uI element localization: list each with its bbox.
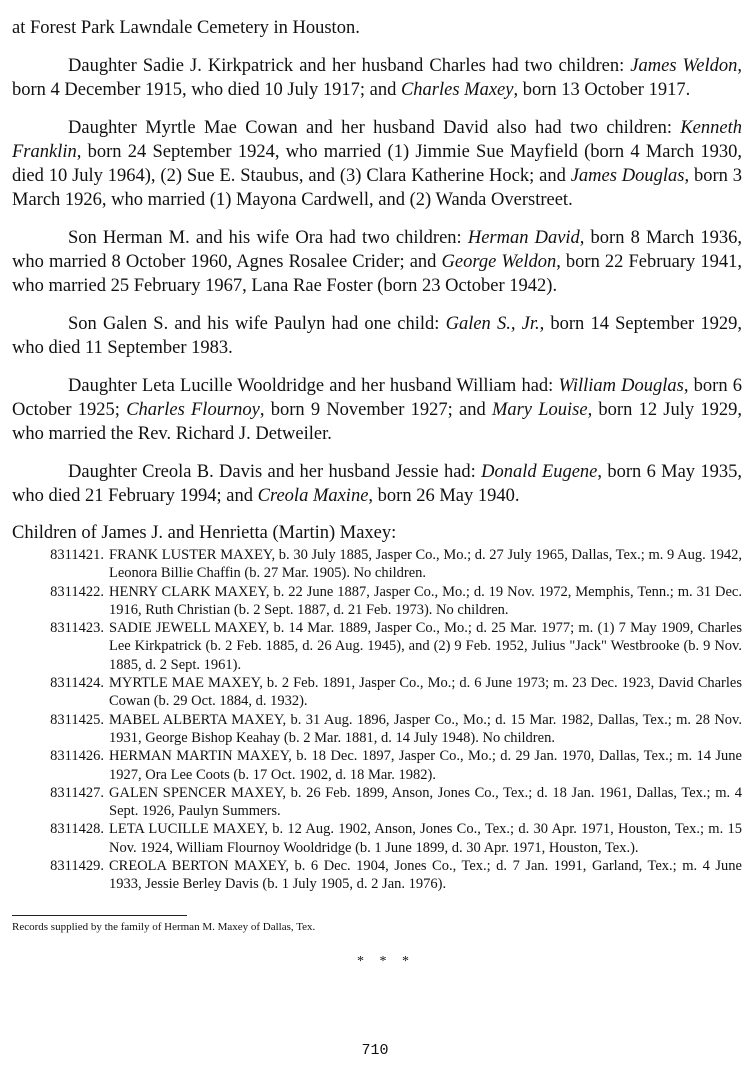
text-run: at Forest Park Lawndale Cemetery in Houston.	[12, 18, 360, 38]
document-page	[12, 16, 742, 970]
paragraph	[12, 54, 742, 102]
text-run: Daughter Leta Lucille Wooldridge and her husband William had:	[68, 376, 559, 396]
italic-name: Creola Maxine	[257, 486, 369, 506]
italic-name: Donald Eugene	[481, 462, 598, 482]
text-run: , born 3 March 1926, who married (1) Mayona Cardwell, and (2) Wanda Overstreet.	[12, 166, 742, 210]
italic-name: Kenneth Franklin	[12, 118, 742, 162]
children-list	[12, 546, 742, 894]
text-run: , born 6 May 1935, who died 21 February 1994; and	[12, 462, 742, 506]
entry-number: 8311429.	[50, 858, 104, 875]
text-run: Daughter Creola B. Davis and her husband Jessie had:	[68, 462, 482, 482]
italic-name: William Douglas	[558, 376, 684, 396]
text-run: , born 4 December 1915, who died 10 July 1917; and	[12, 56, 742, 100]
entry-number: 8311426.	[50, 748, 104, 765]
text-run: , born 12 July 1929, who married the Rev. Richard J. Detweiler.	[12, 400, 742, 444]
child-entry	[12, 546, 742, 583]
paragraph	[12, 374, 742, 446]
text-run: Son Galen S. and his wife Paulyn had one child:	[68, 314, 446, 334]
italic-name: Mary Louise	[491, 400, 588, 420]
entry-number: 8311425.	[50, 711, 104, 728]
entry-number: 8311428.	[50, 821, 104, 838]
paragraph	[12, 16, 742, 40]
entry-text: LETA LUCILLE MAXEY, b. 12 Aug. 1902, Anson, Jones Co., Tex.; d. 30 Apr. 1971, Houston, Tex.; m. 15 Nov. 1924, William Flournoy Wooldridge (b. 1 June 1899, d. 30 Apr. 1971, Houston, Tex.).	[109, 821, 742, 856]
footnote: Records supplied by the family of Herman M. Maxey of Dallas, Tex.	[12, 920, 316, 933]
italic-name: George Weldon	[441, 252, 557, 272]
page-number: 710	[361, 1042, 389, 1059]
child-entry	[12, 711, 742, 748]
child-entry	[12, 747, 742, 784]
child-entry	[12, 784, 742, 821]
child-entry	[12, 583, 742, 620]
entry-text: FRANK LUSTER MAXEY, b. 30 July 1885, Jasper Co., Mo.; d. 27 July 1965, Dallas, Tex.; m. 9 Aug. 1942, Leonora Billie Chaffin (b. 27 Mar. 1905). No children.	[109, 547, 742, 582]
text-run: , born 24 September 1924, who married (1) Jimmie Sue Mayfield (born 4 March 1930, died 10 July 1964), (2) Sue E. Staubus, and (3) Clara Katherine Hock; and	[12, 142, 742, 186]
entry-text: CREOLA BERTON MAXEY, b. 6 Dec. 1904, Jones Co., Tex.; d. 7 Jan. 1991, Garland, Tex.; m. 4 June 1933, Jessie Berley Davis (b. 1 July 1905, d. 2 Jan. 1976).	[109, 858, 742, 893]
paragraph	[12, 226, 742, 298]
text-run: , born 22 February 1941, who married 25 February 1967, Lana Rae Foster (born 23 October 1942).	[12, 252, 742, 296]
text-run: , born 6 October 1925;	[12, 376, 742, 420]
child-entry	[12, 619, 742, 674]
italic-name: James Douglas	[570, 166, 685, 186]
italic-name: Galen S., Jr.	[445, 314, 540, 334]
entry-text: SADIE JEWELL MAXEY, b. 14 Mar. 1889, Jasper Co., Mo.; d. 25 Mar. 1977; m. (1) 7 May 1909, Charles Lee Kirkpatrick (b. 2 Feb. 1885, d. 26 Aug. 1945), and (2) 9 Feb. 1952, Julius "Jack" Westbrooke (b. 9 Nov. 1885, d. 2 Sept. 1961).	[109, 620, 742, 673]
child-entry	[12, 820, 742, 857]
entry-number: 8311424.	[50, 675, 104, 692]
children-heading: Children of James J. and Henrietta (Martin) Maxey:	[12, 523, 397, 543]
child-entry	[12, 857, 742, 894]
entry-text: MABEL ALBERTA MAXEY, b. 31 Aug. 1896, Jasper Co., Mo.; d. 15 Mar. 1982, Dallas, Tex.; m. 28 Nov. 1931, George Bishop Keahay (b. 2 Mar. 1881, d. 14 July 1948). No children.	[109, 711, 742, 746]
italic-name: Herman David	[467, 228, 580, 248]
text-run: , born 9 November 1927; and	[259, 400, 492, 420]
entry-text: HERMAN MARTIN MAXEY, b. 18 Dec. 1897, Jasper Co., Mo.; d. 29 Jan. 1970, Dallas, Tex.; m. 14 June 1927, Ora Lee Coots (b. 17 Oct. 1902, d. 18 Mar. 1982).	[109, 748, 742, 783]
italic-name: Charles Maxey	[400, 80, 514, 100]
entry-number: 8311421.	[50, 547, 104, 563]
entry-text: GALEN SPENCER MAXEY, b. 26 Feb. 1899, Anson, Jones Co., Tex.; d. 18 Jan. 1961, Dallas, Tex.; m. 4 Sept. 1926, Paulyn Summers.	[109, 784, 742, 820]
text-run: , born 8 March 1936, who married 8 October 1960, Agnes Rosalee Crider; and	[12, 228, 742, 272]
entry-number: 8311423.	[50, 620, 104, 637]
entry-number: 8311422.	[50, 583, 104, 600]
paragraph	[12, 460, 742, 508]
text-run: Son Herman M. and his wife Ora had two children:	[68, 228, 468, 248]
text-run: , born 26 May 1940.	[368, 486, 520, 506]
entry-number: 8311427.	[50, 784, 104, 801]
text-run: Daughter Myrtle Mae Cowan and her husband David also had two children:	[68, 118, 681, 138]
italic-name: Charles Flournoy	[126, 400, 260, 420]
paragraph	[12, 312, 742, 360]
child-entry	[12, 674, 742, 711]
entry-text: MYRTLE MAE MAXEY, b. 2 Feb. 1891, Jasper Co., Mo.; d. 6 June 1973; m. 23 Dec. 1923, David Charles Cowan (b. 29 Oct. 1884, d. 1932).	[109, 675, 742, 710]
entry-text: HENRY CLARK MAXEY, b. 22 June 1887, Jasper Co., Mo.; d. 19 Nov. 1972, Memphis, Tenn.; m. 31 Dec. 1916, Ruth Christian (b. 2 Sept. 1887, d. 21 Feb. 1973). No children.	[109, 583, 742, 618]
text-run: Daughter Sadie J. Kirkpatrick and her husband Charles had two children:	[68, 56, 631, 76]
paragraph	[12, 116, 742, 212]
body-paragraphs	[12, 16, 742, 508]
italic-name: James Weldon	[630, 56, 738, 76]
text-run: , born 14 September 1929, who died 11 September 1983.	[12, 314, 742, 358]
text-run: , born 13 October 1917.	[513, 80, 691, 100]
section-separator: * * *	[357, 953, 415, 969]
footnote-rule	[12, 915, 187, 916]
